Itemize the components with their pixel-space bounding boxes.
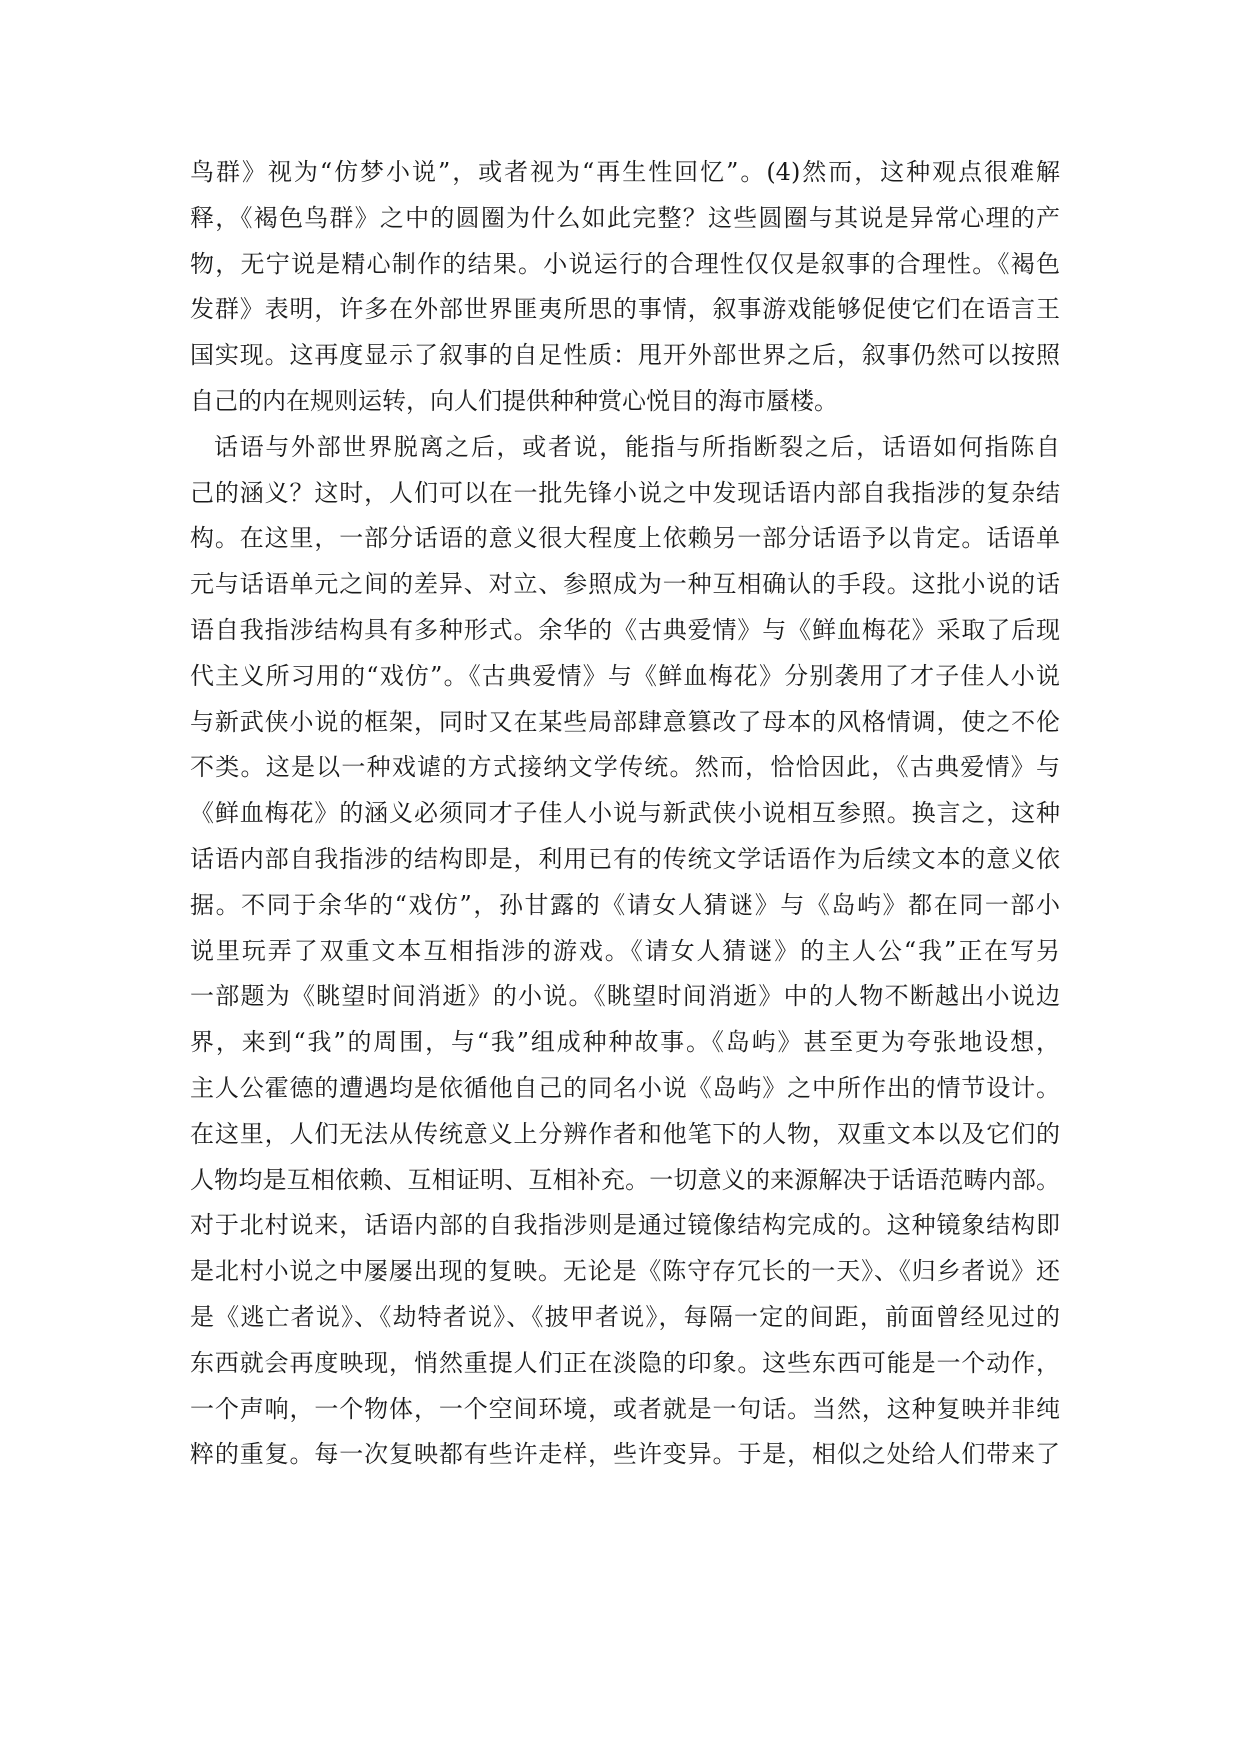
text-line: 物，无宁说是精心制作的结果。小说运行的合理性仅仅是叙事的合理性。《褐色	[190, 249, 1060, 278]
text-line: 粹的重复。每一次复映都有些许走样，些许变异。于是，相似之处给人们带来了	[190, 1440, 1060, 1469]
text-line: 发群》表明，许多在外部世界匪夷所思的事情，叙事游戏能够促使它们在语言王	[190, 295, 1060, 324]
text-line: 己的涵义？这时，人们可以在一批先锋小说之中发现话语内部自我指涉的复杂结	[190, 478, 1060, 507]
text-line: 说里玩弄了双重文本互相指涉的游戏。《请女人猜谜》的主人公“我”正在写另	[190, 936, 1060, 965]
text-line: 东西就会再度映现，悄然重提人们正在淡隐的印象。这些东西可能是一个动作，	[190, 1348, 1060, 1377]
text-line: 是北村小说之中屡屡出现的复映。无论是《陈守存冗长的一天》、《归乡者说》还	[190, 1257, 1060, 1286]
text-line: 《鲜血梅花》的涵义必须同才子佳人小说与新武侠小说相互参照。换言之，这种	[190, 799, 1060, 828]
text-line: 一个声响，一个物体，一个空间环境，或者就是一句话。当然，这种复映并非纯	[190, 1394, 1060, 1423]
paragraph-first-line: 话语与外部世界脱离之后，或者说，能指与所指断裂之后，话语如何指陈自	[214, 432, 1060, 461]
text-line: 人物均是互相依赖、互相证明、互相补充。一切意义的来源解决于话语范畴内部。	[190, 1165, 1060, 1194]
text-line: 与新武侠小说的框架，同时又在某些局部肆意篡改了母本的风格情调，使之不伦	[190, 707, 1060, 736]
text-line: 元与话语单元之间的差异、对立、参照成为一种互相确认的手段。这批小说的话	[190, 570, 1060, 599]
text-line: 代主义所习用的“戏仿”。《古典爱情》与《鲜血梅花》分别袭用了才子佳人小说	[190, 661, 1060, 690]
text-line: 在这里，人们无法从传统意义上分辨作者和他笔下的人物，双重文本以及它们的	[190, 1119, 1060, 1148]
text-line: 主人公霍德的遭遇均是依循他自己的同名小说《岛屿》之中所作出的情节设计。	[190, 1073, 1060, 1102]
text-line: 构。在这里，一部分话语的意义很大程度上依赖另一部分话语予以肯定。话语单	[190, 524, 1060, 553]
text-line: 一部题为《眺望时间消逝》的小说。《眺望时间消逝》中的人物不断越出小说边	[190, 982, 1060, 1011]
body-text	[190, 150, 1060, 1478]
text-line: 是《逃亡者说》、《劫特者说》、《披甲者说》，每隔一定的间距，前面曾经见过的	[190, 1302, 1060, 1331]
text-line: 语自我指涉结构具有多种形式。余华的《古典爱情》与《鲜血梅花》采取了后现	[190, 615, 1060, 644]
text-line: 鸟群》视为“仿梦小说”，或者视为“再生性回忆”。(4)然而，这种观点很难解	[190, 158, 1060, 186]
text-line: 释，《褐色鸟群》之中的圆圈为什么如此完整？这些圆圈与其说是异常心理的产	[190, 203, 1060, 232]
text-line: 据。不同于余华的“戏仿”，孙甘露的《请女人猜谜》与《岛屿》都在同一部小	[190, 890, 1060, 919]
text-line: 对于北村说来，话语内部的自我指涉则是通过镜像结构完成的。这种镜象结构即	[190, 1211, 1060, 1240]
text-line: 国实现。这再度显示了叙事的自足性质：甩开外部世界之后，叙事仍然可以按照	[190, 341, 1060, 370]
text-line: 不类。这是以一种戏谑的方式接纳文学传统。然而，恰恰因此，《古典爱情》与	[190, 753, 1060, 782]
text-line: 自己的内在规则运转，向人们提供种种赏心悦目的海市蜃楼。	[190, 386, 838, 415]
text-line: 界，来到“我”的周围，与“我”组成种种故事。《岛屿》甚至更为夸张地设想，	[190, 1028, 1060, 1057]
text-line: 话语内部自我指涉的结构即是，利用已有的传统文学话语作为后续文本的意义依	[190, 844, 1060, 873]
